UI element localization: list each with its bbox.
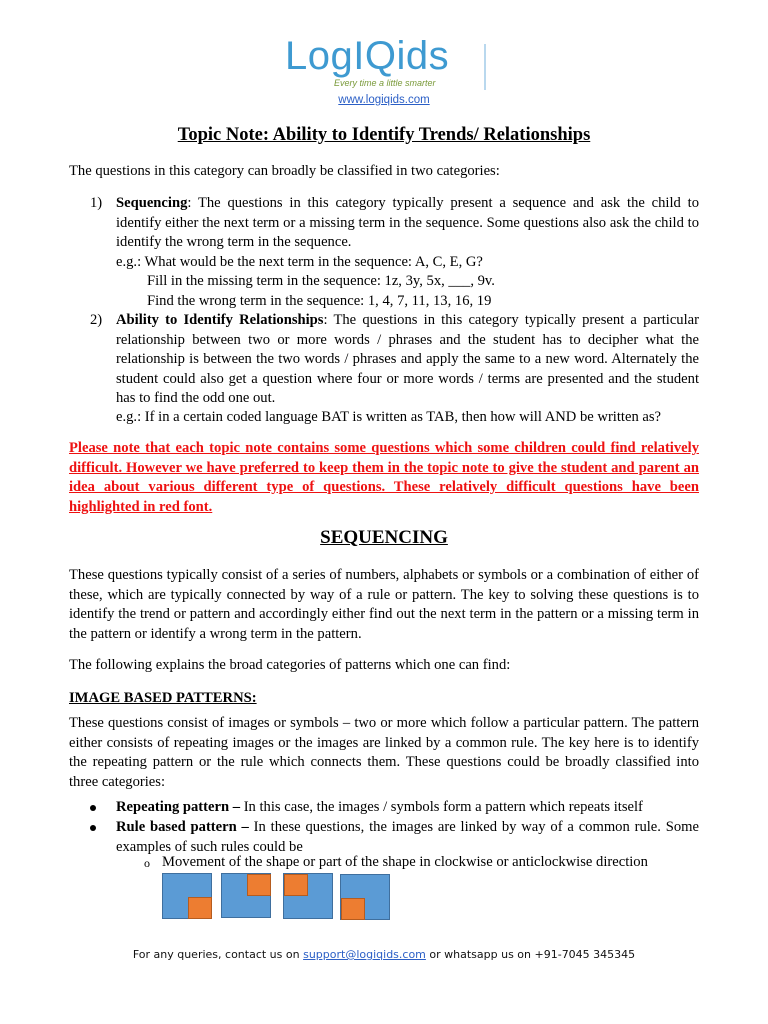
pattern-square-1	[162, 873, 212, 919]
footer-suffix: or whatsapp us on +91-7045 345345	[425, 948, 636, 961]
image-patterns-paragraph: These questions consist of images or symbols – two or more which follow a particular pattern. The pattern either consists of repeating images or the images are linked by a common rule. The key here is to identify the repeating pattern or the rule which connects them. These questions could be broadly classified into three categories:	[69, 715, 699, 790]
intro-text: The questions in this category can broadly be classified in two categories:	[69, 163, 500, 179]
pattern-corner	[247, 874, 271, 896]
support-email-link[interactable]: support@logiqids.com	[303, 948, 426, 961]
footer-contact	[0, 948, 768, 961]
example-line: e.g.: If in a certain coded language BAT is written as TAB, then how will AND be written as?	[116, 409, 662, 425]
pattern-square-4	[340, 874, 390, 920]
logo-tagline: Every time a little smarter	[334, 78, 436, 88]
sequencing-paragraph: These questions typically consist of a series of numbers, alphabets or symbols or a combination of either of these, which are typically connected by way of a rule or pattern. The key to solving these questions is to identify the trend or pattern and accordingly either find out the next term in the pattern or a missing term in the pattern or identify a wrong term in the pattern.	[69, 567, 699, 642]
logo: LogIQids	[285, 34, 450, 78]
bullet-text: In this case, the images / symbols form a pattern which repeats itself	[240, 799, 643, 815]
bullet-text: In these questions, the images are linked by way of a common rule. Some examples of such rules could be	[116, 819, 699, 855]
category-name: Ability to Identify Relationships	[116, 312, 324, 328]
circle-bullet-icon: o	[144, 856, 150, 870]
category-text: : The questions in this category typically present a particular relationship between two or more words / phrases and the student has to decipher what the relationship is between the two words / phrases and apply the same to a new word. Alternately the student could also get a question where four or more words / terms are presented and the student has to find the odd one out.	[116, 312, 699, 406]
sub-bullet	[146, 853, 648, 873]
category-number: 1)	[90, 195, 103, 211]
category-sequencing	[90, 194, 699, 253]
pattern-square-3	[283, 873, 333, 919]
pattern-corner	[284, 874, 308, 896]
example-line: Find the wrong term in the sequence: 1, 4, 7, 11, 13, 16, 19	[147, 293, 492, 309]
bullet-repeating	[90, 798, 699, 818]
category-number: 2)	[90, 312, 103, 328]
example-line: Fill in the missing term in the sequence: 1z, 3y, 5x, ___, 9v.	[147, 273, 495, 289]
sub-bullet-text: Movement of the shape or part of the shape in clockwise or anticlockwise direction	[162, 854, 648, 870]
footer-prefix: For any queries, contact us on	[132, 948, 304, 961]
subsection-heading: IMAGE BASED PATTERNS:	[69, 690, 257, 706]
pattern-corner	[341, 898, 365, 920]
category-name: Sequencing	[116, 195, 188, 211]
bullet-rule-based	[90, 818, 699, 857]
logo-divider	[484, 44, 486, 90]
difficulty-note: Please note that each topic note contains some questions which some children could find relatively difficult. However we have preferred to keep them in the topic note to give the student and parent an idea about various different type of questions. These relatively difficult questions have been highlighted in red font.	[69, 440, 699, 515]
category-text: : The questions in this category typically present a sequence and ask the child to identify either the next term or a missing term in the sequence. Some questions also ask the child to identify the wrong term in the sequence.	[116, 195, 699, 250]
website-link[interactable]: www.logiqids.com	[338, 94, 430, 106]
categories-intro: The following explains the broad categories of patterns which one can find:	[69, 657, 511, 673]
bullet-name: Repeating pattern –	[116, 799, 241, 815]
section-heading: SEQUENCING	[320, 527, 448, 548]
bullet-name: Rule based pattern –	[116, 819, 249, 835]
example-line: e.g.: What would be the next term in the sequence: A, C, E, G?	[116, 254, 483, 270]
page-title: Topic Note: Ability to Identify Trends/ Relationships	[177, 125, 591, 145]
pattern-corner	[188, 897, 212, 919]
pattern-square-2	[221, 873, 271, 918]
category-relationships	[90, 311, 699, 409]
bullet-icon	[90, 825, 96, 831]
bullet-icon	[90, 805, 96, 811]
